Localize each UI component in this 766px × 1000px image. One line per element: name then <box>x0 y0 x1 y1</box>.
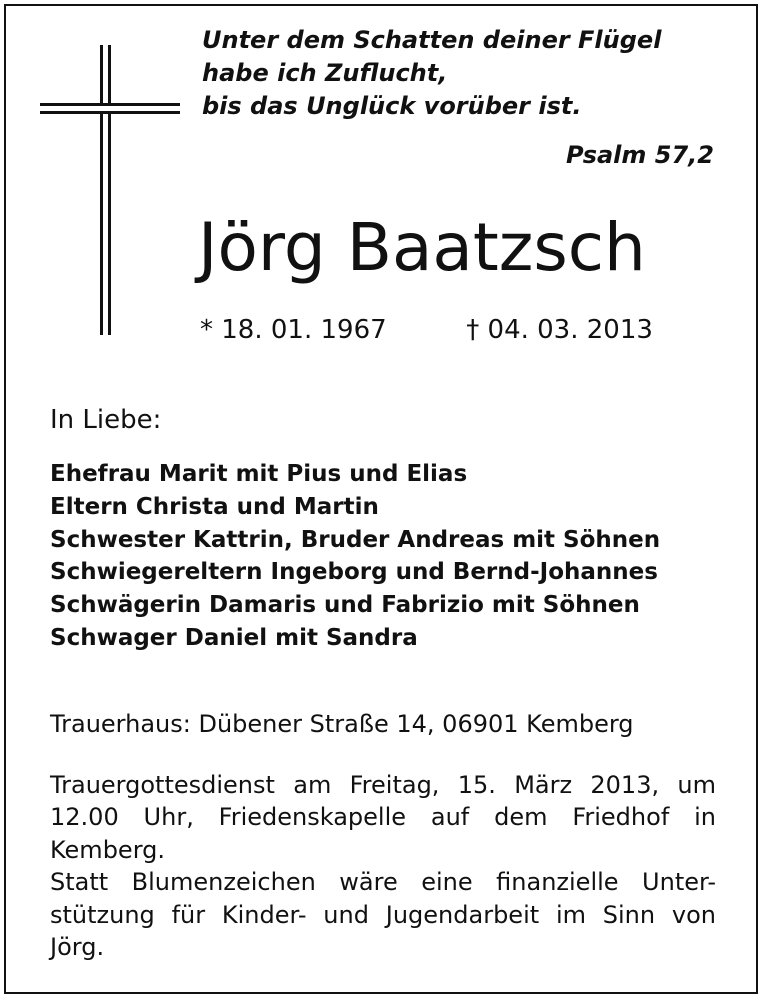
deceased-name: Jörg Baatzsch <box>198 209 646 286</box>
bible-verse <box>202 24 722 123</box>
birth-date: * 18. 01. 1967 <box>200 315 387 345</box>
mourner-line: Eltern Christa und Martin <box>50 493 379 520</box>
service-information <box>50 769 716 963</box>
mourners-list <box>50 458 740 655</box>
cross-icon <box>40 45 180 335</box>
service-line: Statt Blumenzeichen wäre eine finanzielle Unter- <box>50 868 716 897</box>
mourner-line: Ehefrau Marit mit Pius und Elias <box>50 461 468 487</box>
verse-line: habe ich Zuflucht, <box>202 59 448 87</box>
verse-line: Unter dem Schatten deiner Flügel <box>202 26 662 54</box>
service-line: stützung für Kinder- und Jugendarbeit im Sinn von <box>50 900 716 929</box>
mourning-house-address: Trauerhaus: Dübener Straße 14, 06901 Kemberg <box>50 710 634 738</box>
mourner-line: Schwager Daniel mit Sandra <box>50 624 418 651</box>
mourner-line: Schwester Kattrin, Bruder Andreas mit Söhnen <box>50 526 661 553</box>
death-date: † 04. 03. 2013 <box>466 315 653 345</box>
service-line: Kemberg. <box>50 835 165 864</box>
service-line: Trauergottesdienst am Freitag, 15. März 2013, um <box>50 771 716 799</box>
life-dates <box>200 313 653 347</box>
verse-line: bis das Unglück vorüber ist. <box>202 92 582 120</box>
service-line: Jörg. <box>50 933 105 962</box>
mourner-line: Schwiegereltern Ingeborg und Bernd-Johannes <box>50 559 658 586</box>
verse-source: Psalm 57,2 <box>565 141 714 169</box>
intro-text: In Liebe: <box>50 405 162 435</box>
service-line: 12.00 Uhr, Friedenskapelle auf dem Friedhof in <box>50 803 716 832</box>
mourner-line: Schwägerin Damaris und Fabrizio mit Söhnen <box>50 592 640 619</box>
